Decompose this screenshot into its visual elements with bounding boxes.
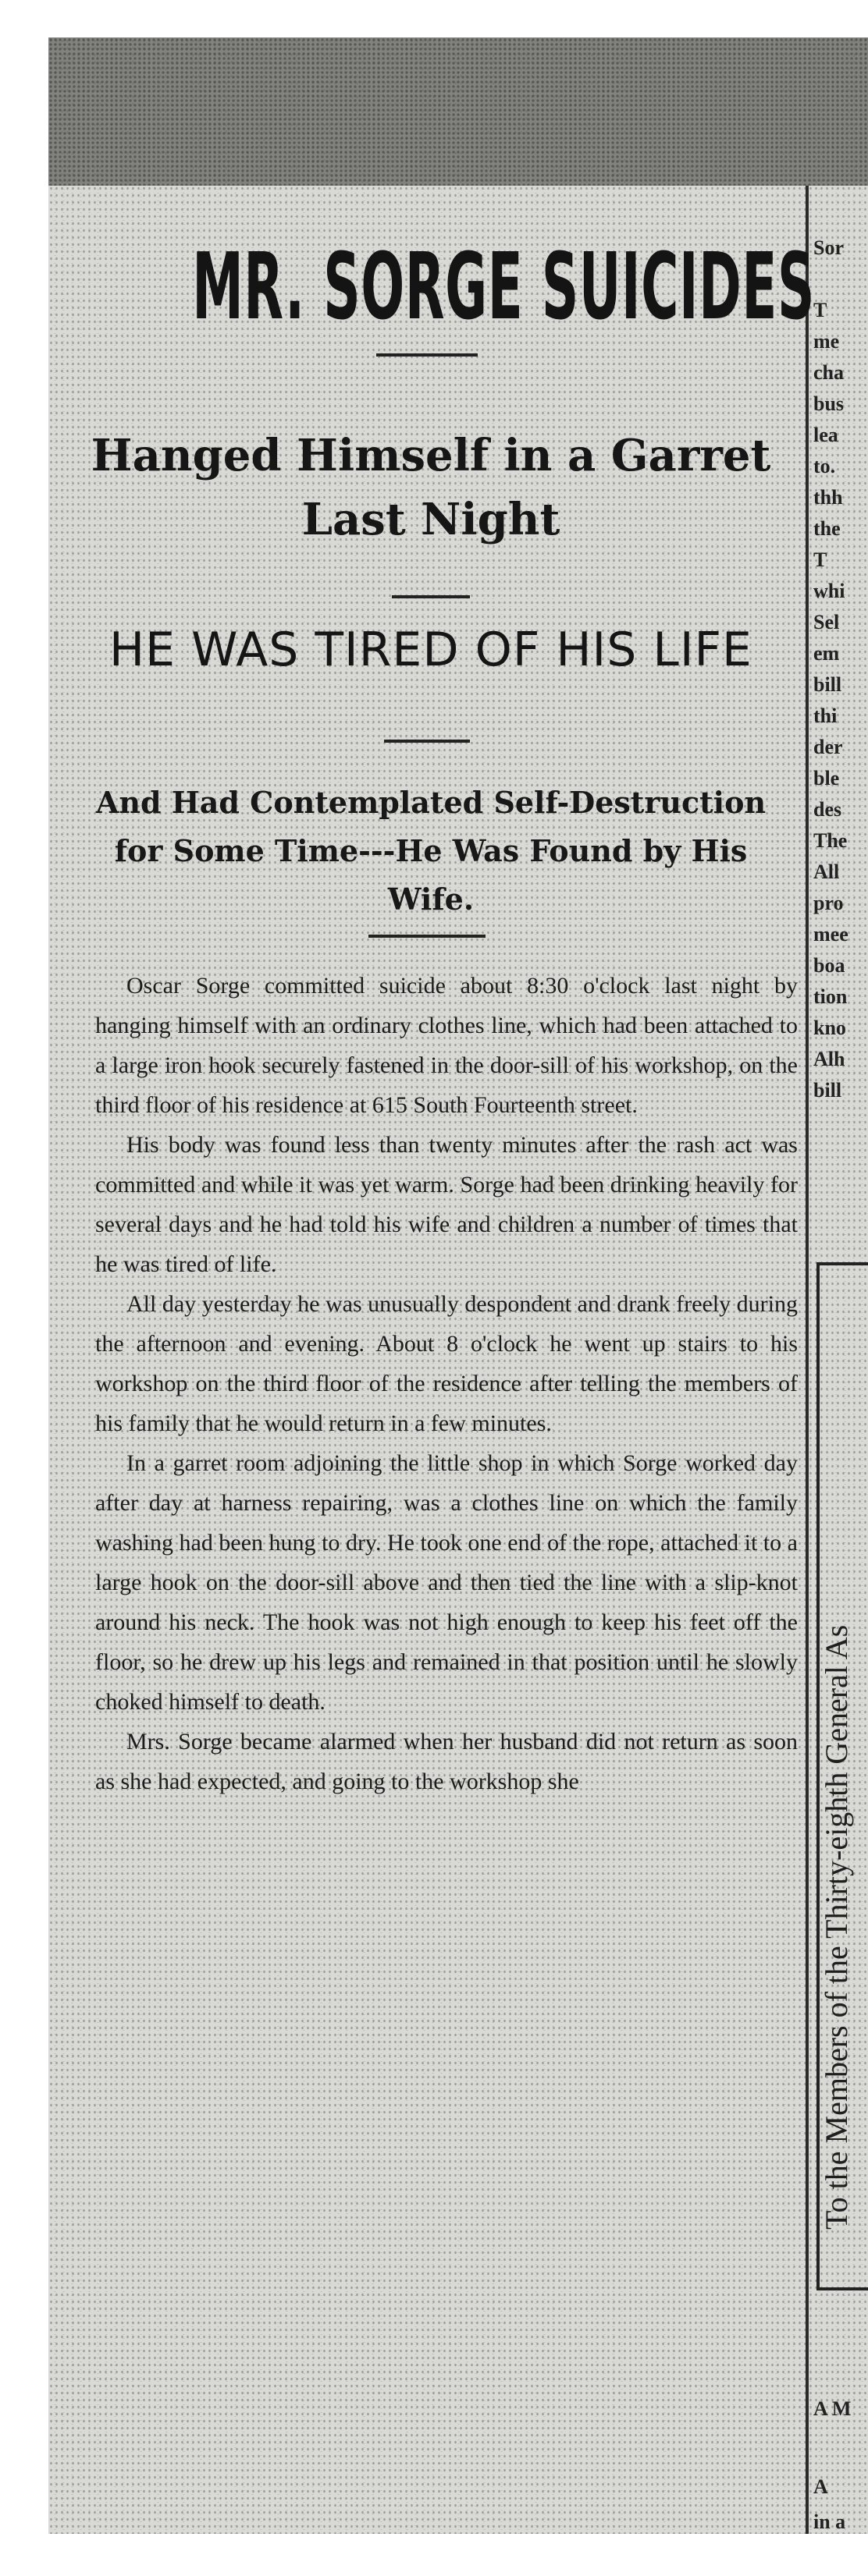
side-fragment: pro [813,892,844,914]
side-fragment: cha [813,361,844,384]
subheadline-3: And Had Contemplated Self-Destruction for Some Time---He Was Found by His Wife. [95,785,767,917]
side-fragment: to. [813,455,836,477]
divider-rule [376,353,478,357]
side-fragment: ble [813,767,840,789]
divider-rule [392,595,470,598]
side-fragment: A [813,2475,828,2498]
side-notice-vertical-text: To the Members of the Thirty-eighth General As [819,1624,854,2230]
side-fragment: me [813,330,840,353]
subheadline-1: Hanged Himself in a Garret Last Night [91,430,771,545]
side-fragment: in a [813,2510,846,2533]
divider-rule [384,740,470,743]
side-fragment: The [813,829,848,852]
side-fragment: T [813,548,827,571]
paragraph: His body was found less than twenty minutes after the rash act was committed and while it was yet warm. Sorge had been drinking heavily for several days and he had told his wife and children a number of times that he was tired of life. [95,1132,798,1277]
paragraph: Oscar Sorge committed suicide about 8:30 o'clock last night by hanging himself with an ordinary clothes line, which had been attached to a large iron hook securely fastened in the door-sill of his workshop, on the third floor of his residence at 615 South Fourteenth street. [95,973,798,1118]
paragraph: Mrs. Sorge became alarmed when her husband did not return as soon as she had expected, and going to the workshop she [95,1729,798,1794]
side-fragment: Sel [813,611,840,633]
side-fragment: A M [813,2397,852,2420]
side-fragment: mee [813,923,848,946]
paragraph: In a garret room adjoining the little shop in which Sorge worked day after day at harness repairing, was a clothes line on which the family washing had been hung to dry. He took one end of the rope, attached it to a large hook on the door-sill above and then tied the line with a slip-knot around his neck. The hook was not high enough to keep his feet off the floor, so he drew up his legs and remained in that position until he slowly choked himself to death. [95,1450,798,1715]
side-fragment: Alh [813,1048,845,1070]
headline: MR. SORGE SUICIDES [192,232,815,340]
side-fragment: bill [813,673,842,696]
scan-margin-bottom [0,2535,868,2576]
side-fragment: tion [813,985,848,1008]
masthead-shadow [48,37,868,186]
side-fragment: whi [813,580,845,602]
paragraph: All day yesterday he was unusually despondent and drank freely during the afternoon and evening. About 8 o'clock he went up stairs to his workshop on the third floor of the residence after telling the members of his family that he would return in a few minutes. [95,1291,798,1436]
adjacent-column [810,186,868,2534]
side-fragment: bus [813,392,845,415]
subheadline-2: HE WAS TIRED OF HIS LIFE [109,623,752,677]
scan-margin-left [0,0,48,2576]
side-fragment: kno [813,1017,846,1039]
side-fragment: bill [813,1079,842,1102]
side-fragment: All [813,860,840,883]
side-fragment: the [813,517,841,540]
side-fragment: des [813,798,842,821]
side-fragment: T [813,299,827,321]
side-fragment: Sor [813,236,844,259]
divider-rule [368,935,486,938]
side-fragment: em [813,642,840,665]
newspaper-clipping [48,37,868,2534]
side-fragment: lea [813,424,838,446]
article-body [95,966,798,2526]
side-fragment: thi [813,704,838,727]
side-fragment: thh [813,486,843,509]
side-fragment: boa [813,954,845,977]
side-fragment: der [813,736,843,758]
article-column [48,186,815,2534]
